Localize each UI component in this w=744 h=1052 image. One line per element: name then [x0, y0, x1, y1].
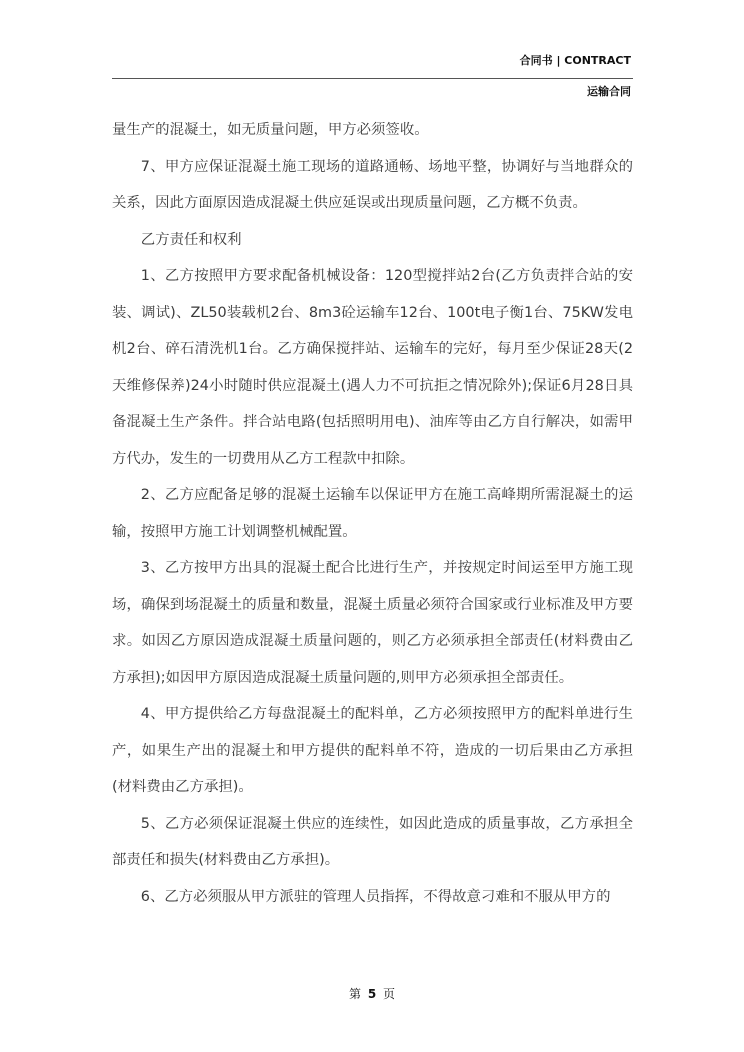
paragraph-clause-4: 4、甲方提供给乙方每盘混凝土的配料单，乙方必须按照甲方的配料单进行生产，如果生产出的混凝土和甲方提供的配料单不符，造成的一切后果由乙方承担(材料费由乙方承担)。: [112, 706, 633, 795]
page-prefix: 第: [348, 987, 361, 1001]
header-subtitle: 运输合同: [587, 85, 631, 98]
header-title: 合同书 | CONTRACT: [519, 54, 631, 67]
page-footer: [0, 985, 744, 1002]
paragraph-clause-1: 1、乙方按照甲方要求配备机械设备：120型搅拌站2台(乙方负责拌合站的安装、调试)、ZL50装载机2台、8m3砼运输车12台、100t电子衡1台、75KW发电机2台、碎石清洗机1台。乙方确保搅拌站、运输车的完好，每月至少保证28天(2天维修保养)24小时随时供应混凝土(遇人力不可抗拒之情况除外);保证6月28日具备混凝土生产条件。拌合站电路(包括照明用电)、油库等由乙方自行解决，如需甲方代办，发生的一切费用从乙方工程款中扣除。: [112, 268, 633, 467]
page-number: 5: [367, 987, 377, 1001]
document-body: [112, 112, 633, 915]
paragraph-clause-5: 5、乙方必须保证混凝土供应的连续性，如因此造成的质量事故，乙方承担全部责任和损失(材料费由乙方承担)。: [112, 815, 633, 868]
paragraph-continuation: 量生产的混凝土，如无质量问题，甲方必须签收。: [112, 122, 429, 138]
paragraph-clause-7: 7、甲方应保证混凝土施工现场的道路通畅、场地平整，协调好与当地群众的关系，因此方面原因造成混凝土供应延误或出现质量问题，乙方概不负责。: [112, 158, 633, 211]
header-divider: [112, 78, 633, 79]
paragraph-clause-2: 2、乙方应配备足够的混凝土运输车以保证甲方在施工高峰期所需混凝土的运输，按照甲方施工计划调整机械配置。: [112, 487, 633, 540]
paragraph-clause-6: 6、乙方必须服从甲方派驻的管理人员指挥，不得故意刁难和不服从甲方的: [140, 888, 611, 905]
section-heading: 乙方责任和权利: [140, 231, 242, 248]
page-suffix: 页: [383, 987, 396, 1001]
paragraph-clause-3: 3、乙方按甲方出具的混凝土配合比进行生产，并按规定时间运至甲方施工现场，确保到场混凝土的质量和数量，混凝土质量必须符合国家或行业标准及甲方要求。如因乙方原因造成混凝土质量问题的，则乙方必须承担全部责任(材料费由乙方承担);如因甲方原因造成混凝土质量问题的,则甲方必须承担全部责任。: [112, 560, 633, 686]
